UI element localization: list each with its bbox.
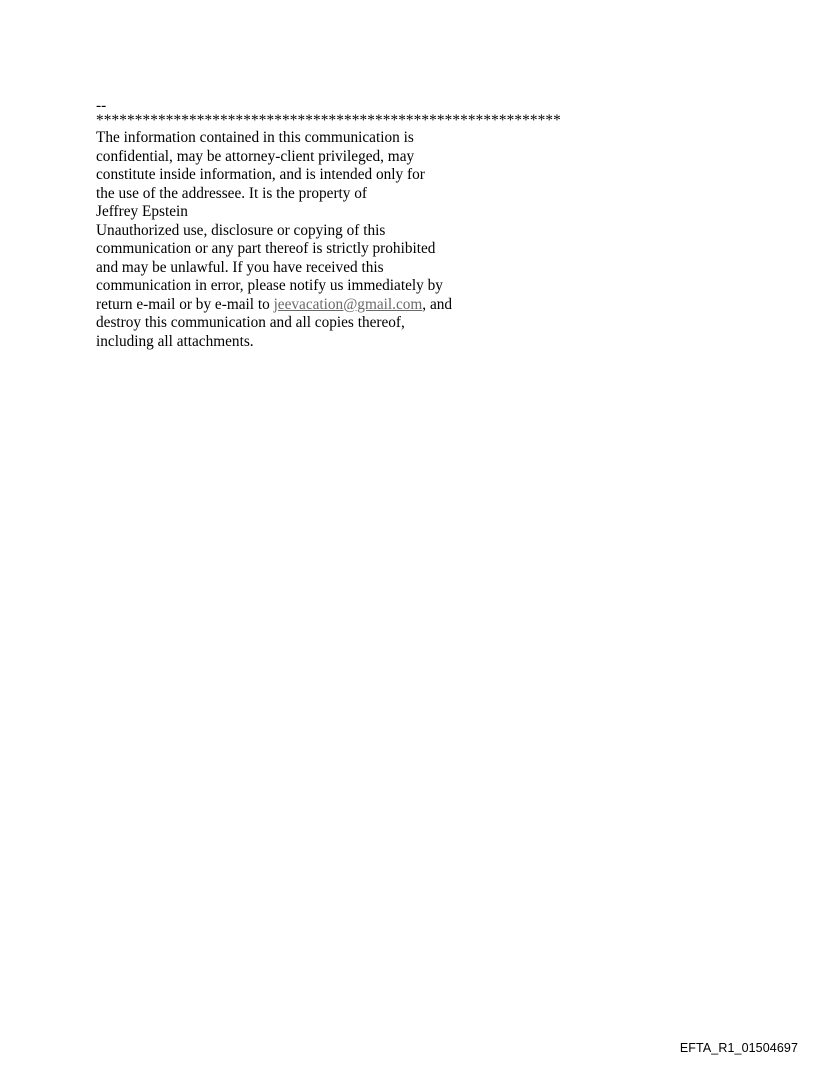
notify-prefix: return e-mail or by e-mail to — [96, 295, 274, 313]
notify-line — [96, 296, 561, 315]
disclaimer-line: constitute inside information, and is intended only for — [96, 166, 425, 183]
stars-divider: ************************************************************ — [96, 112, 561, 129]
notify-suffix: , and — [422, 295, 453, 313]
disclaimer-line: confidential, may be attorney-client privileged, may — [96, 147, 415, 165]
closing-line: destroy this communication and all copies thereof, — [96, 314, 405, 331]
disclaimer-line: the use of the addressee. It is the property of — [96, 184, 368, 202]
disclaimer-line: communication or any part thereof is strictly prohibited — [96, 240, 436, 257]
email-link[interactable]: jeevacation@gmail.com — [273, 295, 423, 313]
signature-separator: -- — [96, 97, 107, 114]
closing-line: including all attachments. — [96, 332, 254, 350]
disclaimer-line: The information contained in this communication is — [96, 129, 414, 146]
disclaimer-line: Jeffrey Epstein — [96, 203, 188, 220]
disclaimer-line: Unauthorized use, disclosure or copying of this — [96, 221, 386, 239]
disclaimer-line: communication in error, please notify us immediately by — [96, 277, 443, 294]
email-footer — [96, 99, 561, 351]
disclaimer-line: and may be unlawful. If you have received this — [96, 258, 384, 276]
bates-number: EFTA_R1_01504697 — [679, 1041, 798, 1055]
